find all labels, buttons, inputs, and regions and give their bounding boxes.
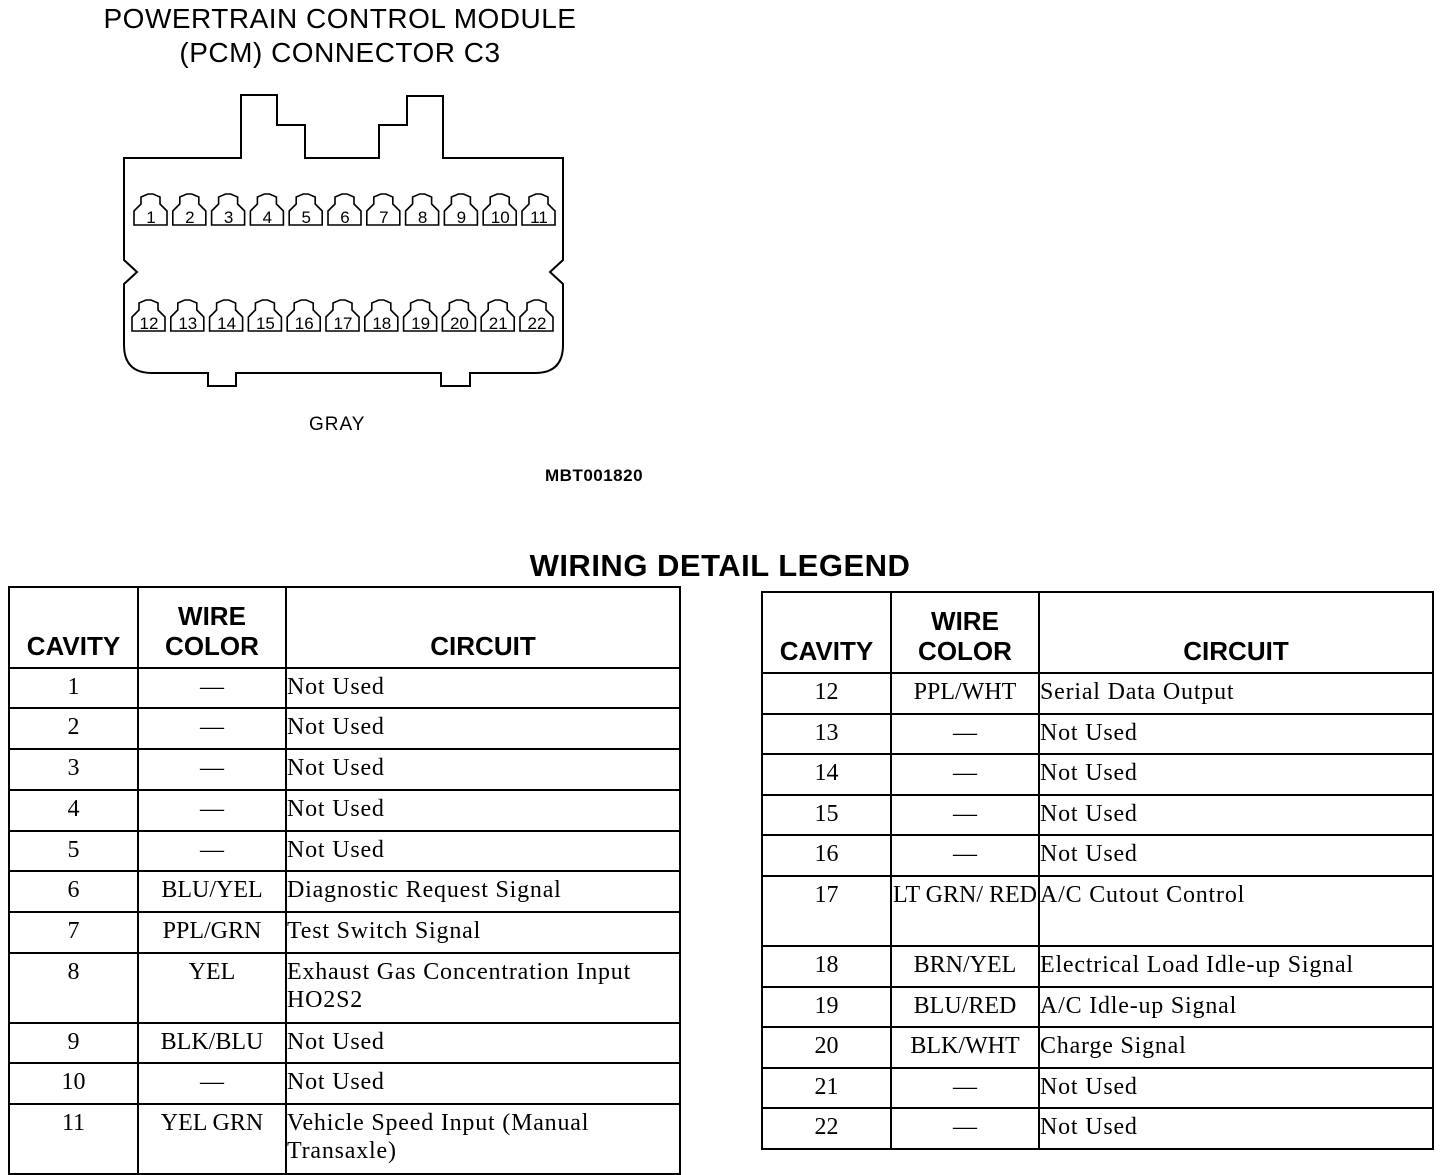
- cavity-number: 5: [301, 208, 311, 227]
- circuit-cell: Vehicle Speed Input (Manual Transaxle): [286, 1104, 680, 1174]
- wire-color-cell: BLK/WHT: [891, 1027, 1039, 1068]
- circuit-cell: Not Used: [1039, 1108, 1433, 1149]
- wire-color-cell: —: [138, 1063, 286, 1104]
- cavity-number: 3: [223, 208, 234, 227]
- circuit-cell: Not Used: [1039, 1068, 1433, 1108]
- cavity-cell: 3: [9, 749, 138, 790]
- cavity-number: 16: [294, 314, 314, 333]
- cavity-terminal: [326, 300, 359, 333]
- legend-row: [9, 1104, 680, 1174]
- circuit-cell: Not Used: [1039, 754, 1433, 795]
- cavity-number: 2: [185, 208, 195, 227]
- connector-color-label: GRAY: [309, 414, 366, 435]
- cavity-cell: 2: [9, 708, 138, 749]
- cavity-terminal: [404, 300, 437, 333]
- cavity-number: 20: [449, 314, 469, 333]
- legend-row: [762, 987, 1433, 1027]
- cavity-cell: 8: [9, 953, 138, 1023]
- connector-housing: [124, 95, 563, 386]
- legend-row: [9, 790, 680, 831]
- wire-color-cell: BRN/YEL: [891, 946, 1039, 987]
- cavity-terminal: [483, 194, 516, 227]
- cavity-number: 4: [262, 208, 273, 227]
- cavity-cell: 22: [762, 1108, 891, 1149]
- cavity-terminal: [365, 300, 398, 333]
- circuit-header: CIRCUIT: [1039, 592, 1433, 673]
- wire-color-cell: —: [138, 749, 286, 790]
- cavity-number: 10: [490, 208, 510, 227]
- cavity-cell: 20: [762, 1027, 891, 1068]
- cavity-cell: 18: [762, 946, 891, 987]
- cavity-number: 7: [379, 208, 389, 227]
- cavity-terminal: [522, 194, 555, 227]
- circuit-cell: Not Used: [286, 1063, 680, 1104]
- legend-row: [762, 1027, 1433, 1068]
- cavity-number: 13: [178, 314, 198, 333]
- cavity-cell: 9: [9, 1023, 138, 1063]
- circuit-cell: Electrical Load Idle-up Signal: [1039, 946, 1433, 987]
- wire-color-cell: —: [138, 668, 286, 708]
- legend-title: WIRING DETAIL LEGEND: [529, 548, 911, 583]
- wire-color-cell: PPL/GRN: [138, 912, 286, 953]
- cavity-number: 1: [146, 208, 156, 227]
- legend-row: [9, 749, 680, 790]
- circuit-cell: Not Used: [286, 790, 680, 831]
- wire-color-header-line1: WIRE: [178, 601, 246, 631]
- cavity-terminal: [520, 300, 553, 333]
- wire-color-cell: —: [891, 714, 1039, 754]
- legend-row: [762, 754, 1433, 795]
- circuit-cell: Not Used: [1039, 714, 1433, 754]
- cavity-cell: 21: [762, 1068, 891, 1108]
- circuit-cell: Not Used: [286, 668, 680, 708]
- circuit-header: CIRCUIT: [286, 587, 680, 668]
- wire-color-header: [891, 592, 1039, 673]
- cavity-terminal: [248, 300, 281, 333]
- cavity-number: 11: [530, 208, 548, 227]
- wire-color-header: [138, 587, 286, 668]
- cavity-terminal: [328, 194, 361, 227]
- wire-color-cell: —: [891, 754, 1039, 795]
- cavity-number: 22: [527, 314, 547, 333]
- legend-table-left: [8, 586, 681, 1175]
- circuit-cell: A/C Cutout Control: [1039, 876, 1433, 946]
- legend-row: [9, 831, 680, 871]
- cavity-cell: 13: [762, 714, 891, 754]
- cavity-terminal: [210, 300, 243, 333]
- circuit-cell: Diagnostic Request Signal: [286, 871, 680, 912]
- legend-row: [762, 673, 1433, 714]
- top-row-cavities: [134, 194, 555, 227]
- wire-color-cell: —: [891, 795, 1039, 835]
- cavity-cell: 7: [9, 912, 138, 953]
- cavity-cell: 6: [9, 871, 138, 912]
- wire-color-cell: —: [138, 831, 286, 871]
- circuit-cell: Not Used: [286, 831, 680, 871]
- wire-color-header-line2: COLOR: [165, 631, 259, 661]
- wire-color-cell: YEL: [138, 953, 286, 1023]
- cavity-terminal: [289, 194, 322, 227]
- circuit-cell: Exhaust Gas Concentration Input HO2S2: [286, 953, 680, 1023]
- circuit-cell: Not Used: [286, 1023, 680, 1063]
- diagram-title-line1: POWERTRAIN CONTROL MODULE: [103, 3, 577, 34]
- diagram-title-line2: (PCM) CONNECTOR C3: [179, 37, 501, 68]
- wire-color-cell: —: [891, 1108, 1039, 1149]
- cavity-terminal: [442, 300, 475, 333]
- circuit-cell: Not Used: [286, 708, 680, 749]
- wire-color-header-line1: WIRE: [931, 606, 999, 636]
- circuit-cell: Serial Data Output: [1039, 673, 1433, 714]
- legend-table-right: [761, 591, 1434, 1150]
- cavity-cell: 14: [762, 754, 891, 795]
- circuit-cell: Charge Signal: [1039, 1027, 1433, 1068]
- wire-color-cell: BLU/RED: [891, 987, 1039, 1027]
- cavity-number: 9: [456, 208, 467, 227]
- wire-color-cell: BLU/YEL: [138, 871, 286, 912]
- circuit-cell: A/C Idle-up Signal: [1039, 987, 1433, 1027]
- cavity-number: 6: [340, 208, 350, 227]
- circuit-cell: Not Used: [286, 749, 680, 790]
- circuit-cell: Test Switch Signal: [286, 912, 680, 953]
- cavity-cell: 10: [9, 1063, 138, 1104]
- figure-id: MBT001820: [545, 466, 644, 485]
- wire-color-cell: —: [138, 790, 286, 831]
- cavity-terminal: [287, 300, 320, 333]
- cavity-number: 15: [255, 314, 275, 333]
- cavity-terminal: [250, 194, 283, 227]
- legend-row: [9, 912, 680, 953]
- legend-row: [762, 1068, 1433, 1108]
- cavity-header: CAVITY: [9, 587, 138, 668]
- cavity-cell: 15: [762, 795, 891, 835]
- cavity-terminal: [444, 194, 477, 227]
- cavity-number: 12: [139, 314, 159, 333]
- cavity-cell: 11: [9, 1104, 138, 1174]
- connector-diagram: [0, 0, 700, 400]
- cavity-cell: 1: [9, 668, 138, 708]
- cavity-terminal: [212, 194, 245, 227]
- wire-color-cell: PPL/WHT: [891, 673, 1039, 714]
- cavity-number: 21: [488, 314, 508, 333]
- legend-row: [9, 1063, 680, 1104]
- circuit-cell: Not Used: [1039, 835, 1433, 876]
- cavity-terminal: [132, 300, 165, 333]
- legend-row: [762, 876, 1433, 946]
- legend-row: [762, 946, 1433, 987]
- cavity-terminal: [134, 194, 167, 227]
- cavity-number: 19: [411, 314, 431, 333]
- legend-row: [9, 708, 680, 749]
- legend-row: [9, 953, 680, 1023]
- legend-header-row: [9, 587, 680, 668]
- cavity-number: 14: [217, 314, 237, 333]
- wire-color-cell: LT GRN/ RED: [891, 876, 1039, 946]
- cavity-terminal: [367, 194, 400, 227]
- cavity-cell: 12: [762, 673, 891, 714]
- legend-row: [9, 668, 680, 708]
- wire-color-header-line2: COLOR: [918, 636, 1012, 666]
- cavity-terminal: [481, 300, 514, 333]
- cavity-header: CAVITY: [762, 592, 891, 673]
- legend-row: [762, 835, 1433, 876]
- cavity-terminal: [406, 194, 439, 227]
- legend-row: [9, 1023, 680, 1063]
- cavity-terminal: [171, 300, 204, 333]
- wire-color-cell: BLK/BLU: [138, 1023, 286, 1063]
- circuit-cell: Not Used: [1039, 795, 1433, 835]
- cavity-terminal: [173, 194, 206, 227]
- wire-color-cell: YEL GRN: [138, 1104, 286, 1174]
- legend-row: [9, 871, 680, 912]
- wire-color-cell: —: [891, 835, 1039, 876]
- wire-color-cell: —: [138, 708, 286, 749]
- legend-header-row: [762, 592, 1433, 673]
- cavity-cell: 5: [9, 831, 138, 871]
- legend-row: [762, 795, 1433, 835]
- cavity-number: 8: [417, 208, 428, 227]
- legend-row: [762, 714, 1433, 754]
- cavity-cell: 4: [9, 790, 138, 831]
- cavity-cell: 19: [762, 987, 891, 1027]
- bottom-row-cavities: [132, 300, 553, 333]
- legend-row: [762, 1108, 1433, 1149]
- cavity-number: 18: [372, 314, 392, 333]
- cavity-cell: 17: [762, 876, 891, 946]
- wire-color-cell: —: [891, 1068, 1039, 1108]
- cavity-number: 17: [333, 314, 353, 333]
- cavity-cell: 16: [762, 835, 891, 876]
